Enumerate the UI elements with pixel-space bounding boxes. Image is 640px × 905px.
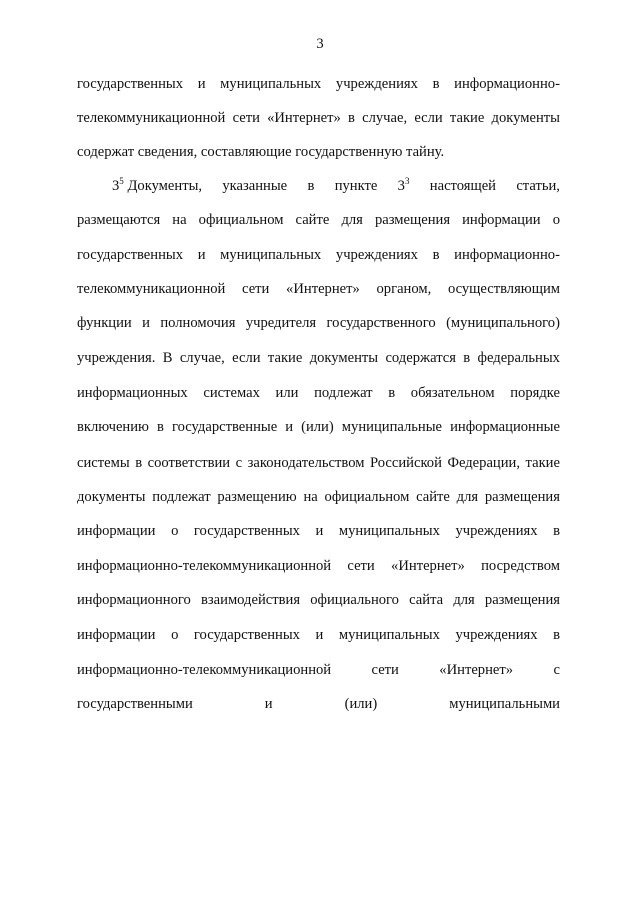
- word: и: [197, 247, 206, 263]
- word: учреждениях: [335, 247, 418, 263]
- word: учреждения.: [77, 350, 156, 366]
- word: информационные: [450, 419, 560, 435]
- word: учредителя: [245, 315, 317, 331]
- word: случае,: [362, 110, 408, 126]
- word: на: [303, 489, 318, 505]
- word: информации: [462, 212, 541, 228]
- word: размещения: [484, 489, 560, 505]
- word: сети: [347, 558, 375, 574]
- word: указанные: [222, 178, 288, 194]
- word: учреждениях: [455, 523, 538, 539]
- word: информационно-телекоммуникационной: [77, 662, 332, 678]
- word: учреждениях: [455, 627, 538, 643]
- word: государственными: [77, 696, 193, 712]
- page-number: 3: [316, 36, 324, 52]
- word: если: [414, 110, 443, 126]
- text-line: [77, 246, 560, 264]
- word: В: [162, 350, 173, 366]
- word: сайте: [416, 489, 450, 505]
- word: подлежат: [314, 385, 373, 401]
- word: и: [285, 419, 294, 435]
- word: государственных: [77, 247, 184, 263]
- point-reference-base: 3: [397, 178, 405, 194]
- word: сети: [242, 281, 270, 297]
- word: статьи,: [516, 178, 560, 194]
- word: размещению: [217, 489, 297, 505]
- word: полномочия: [160, 315, 236, 331]
- word: учреждениях: [335, 76, 418, 92]
- word: для: [456, 489, 479, 505]
- word: телекоммуникационной: [77, 110, 226, 126]
- text-line: [77, 661, 560, 679]
- word: для: [341, 212, 363, 228]
- text-line: [77, 109, 560, 127]
- text-line-first: [112, 177, 560, 196]
- word: официальном: [198, 212, 284, 228]
- word: государственных: [193, 523, 300, 539]
- word: государственных: [193, 627, 300, 643]
- text-line: [77, 591, 560, 609]
- word: размещения: [484, 592, 560, 608]
- word: государственные: [171, 419, 278, 435]
- word: настоящей: [429, 178, 496, 194]
- word: функции: [77, 315, 132, 331]
- word: в: [135, 455, 143, 471]
- word: документы: [309, 350, 379, 366]
- word: Документы,: [123, 178, 203, 194]
- word: о: [171, 627, 179, 643]
- text-line: [77, 280, 560, 298]
- word: официального: [310, 592, 399, 608]
- word: если: [232, 350, 261, 366]
- text-line: [77, 695, 560, 713]
- word: такие: [525, 455, 560, 471]
- word: или: [275, 385, 299, 401]
- word: информационного: [77, 592, 191, 608]
- point-number: [112, 178, 124, 194]
- text-line: [77, 211, 560, 229]
- word: сайте: [295, 212, 330, 228]
- word: обязательном: [410, 385, 495, 401]
- word: системы: [77, 455, 130, 471]
- word: документы: [491, 110, 560, 126]
- word: системах: [203, 385, 260, 401]
- word: на: [172, 212, 187, 228]
- word: телекоммуникационной: [77, 281, 226, 297]
- word: муниципальных: [338, 523, 440, 539]
- word: с: [553, 662, 560, 678]
- word: муниципальных: [338, 627, 440, 643]
- word: содержатся: [385, 350, 456, 366]
- word: законодательством: [247, 455, 365, 471]
- point-number-superscript: 5: [119, 176, 124, 186]
- word: порядке: [510, 385, 560, 401]
- word: и: [197, 76, 206, 92]
- word: для: [453, 592, 475, 608]
- word: муниципальные: [341, 419, 443, 435]
- word: в: [553, 627, 560, 643]
- word: такие: [267, 350, 303, 366]
- point-number-group: [112, 177, 202, 196]
- word: Федерации,: [447, 455, 521, 471]
- word: сети: [232, 110, 260, 126]
- text-line: [77, 418, 560, 436]
- word: информационно-: [454, 247, 560, 263]
- word: о: [171, 523, 179, 539]
- text-line: [77, 384, 560, 402]
- word: официальном: [324, 489, 410, 505]
- text-line: [77, 349, 560, 367]
- word: информации: [77, 523, 156, 539]
- word: сети: [371, 662, 399, 678]
- text-line: [77, 454, 560, 472]
- word: с: [235, 455, 243, 471]
- word: такие: [449, 110, 485, 126]
- word: и: [315, 627, 324, 643]
- word: Российской: [369, 455, 442, 471]
- word: (муниципального): [446, 315, 560, 331]
- word: (или): [344, 696, 378, 712]
- word: в: [432, 247, 440, 263]
- point-number-base: 3: [112, 178, 120, 194]
- word: включению: [77, 419, 149, 435]
- word: пункте: [334, 178, 378, 194]
- word: «Интернет»: [391, 558, 465, 574]
- word: сайта: [409, 592, 444, 608]
- text-line: [77, 557, 560, 575]
- word: размещения: [374, 212, 451, 228]
- text-line: [77, 522, 560, 540]
- word: документы: [77, 489, 146, 505]
- point-reference-superscript: 3: [404, 176, 410, 186]
- word: в: [388, 385, 396, 401]
- word: посредством: [481, 558, 560, 574]
- word: и: [142, 315, 150, 331]
- word: о: [552, 212, 560, 228]
- word: соответствии: [147, 455, 231, 471]
- word: муниципальных: [220, 76, 322, 92]
- word: взаимодействия: [201, 592, 301, 608]
- text-line: [77, 75, 560, 93]
- text-line: [77, 626, 560, 644]
- text-line: [77, 488, 560, 506]
- word: в: [432, 76, 440, 92]
- word: федеральных: [477, 350, 560, 366]
- word: в: [157, 419, 164, 435]
- word: органом,: [376, 281, 432, 297]
- word: «Интернет»: [286, 281, 360, 297]
- point-reference: [398, 177, 410, 196]
- word: «Интернет»: [439, 662, 514, 678]
- word: подлежат: [152, 489, 211, 505]
- word: информационно-: [454, 76, 560, 92]
- word: государственного: [326, 315, 436, 331]
- word: в: [463, 350, 471, 366]
- word: информационных: [77, 385, 188, 401]
- word: размещаются: [77, 212, 161, 228]
- word: в: [553, 523, 560, 539]
- word: и: [264, 696, 273, 712]
- text-line: [77, 314, 560, 332]
- word: и: [315, 523, 324, 539]
- word: в: [348, 110, 355, 126]
- word: осуществляющим: [447, 281, 560, 297]
- word: в: [307, 178, 315, 194]
- word: государственных: [77, 76, 184, 92]
- word: муниципальных: [220, 247, 322, 263]
- word: «Интернет»: [267, 110, 341, 126]
- word: информации: [77, 627, 156, 643]
- word: муниципальными: [449, 696, 560, 712]
- word: (или): [301, 419, 334, 435]
- text-line: содержат сведения, составляющие государственную тайну.: [77, 144, 445, 160]
- word: случае,: [179, 350, 225, 366]
- word: информационно-телекоммуникационной: [77, 558, 332, 574]
